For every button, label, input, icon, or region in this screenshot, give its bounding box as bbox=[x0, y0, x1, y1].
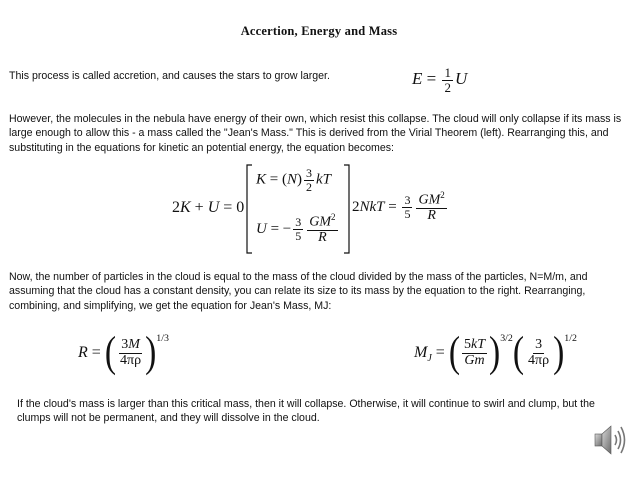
paragraph-particles: Now, the number of particles in the cloud is equal to the mass of the cloud divided by the mass of the particles, N=M/m, and assuming that the cloud has a constant density, you can relate its size to its mass by the equation to the right. Rearranging, combining, and simplifying, we get the equation for Jean's Mass, MJ: bbox=[9, 271, 588, 312]
paragraph-jeans-mass: However, the molecules in the nebula have energy of their own, which resist this collapse. The cloud will only collapse if its mass is large enough to allow this - a mass called the "Jean's Mass." This is derived from the Virial Theorem (left). Rearranging this, and substituting in the equations for kinetic an potential energy, the equation becomes: bbox=[9, 113, 622, 154]
equation-jeans-mass: $M_J$ = ( $\frac{5kT}{Gm}$ )$^{3/2}$( $\frac{3}{4\pi\rho}$ )$^{1/2}$ bbox=[414, 328, 577, 377]
right-bracket bbox=[342, 163, 352, 255]
paragraph-collapse: If the cloud's mass is larger than this critical mass, then it will collapse. Otherwise, it will continue to swirl and clump, but the clumps will not be permanent, and they will dissolve in the cloud. bbox=[17, 398, 595, 425]
equation-radius: R = ( $\frac{3M}{4\pi\rho}$ )$^{1/3}$ bbox=[78, 328, 169, 377]
equation-virial-system: 2K + U = 0 K = (N) $\frac{3}{2}$ kT U = − $\frac{3}{5}$ $\frac{GM^2}{R}$ 2NkT = $\frac{3}{5}$ $\frac{GM^2}{R}$ bbox=[172, 163, 442, 255]
paragraph-accretion: This process is called accretion, and causes the stars to grow larger. bbox=[9, 70, 330, 82]
left-bracket bbox=[244, 163, 254, 255]
slide-title: Accertion, Energy and Mass bbox=[240, 24, 398, 38]
speaker-icon[interactable] bbox=[592, 420, 632, 460]
equation-energy: E = $\frac{1}{2}$ U bbox=[412, 65, 468, 95]
